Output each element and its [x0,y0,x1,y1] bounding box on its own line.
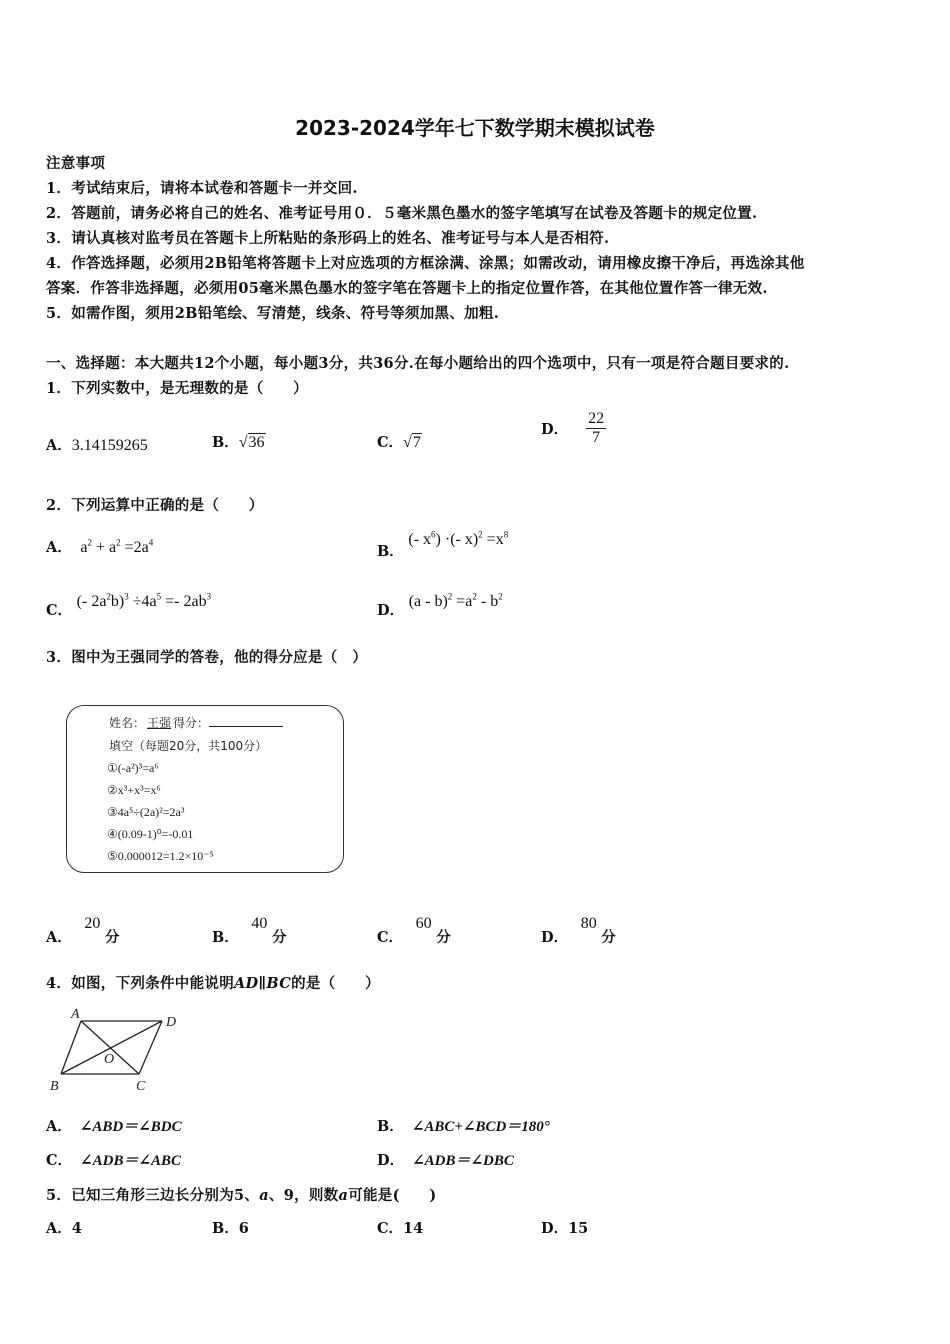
q1-option-d[interactable] [541,410,606,447]
option-label: A． [46,437,72,454]
option-label: A． [46,1118,72,1135]
question-5-stem: 5．已知三角形三边长分别为5、a、9，则数a可能是( ) [46,1187,437,1204]
option-label: C． [46,1152,73,1169]
question-4-stem: 4．如图，下列条件中能说明AD∥BC的是（ ） [46,975,380,992]
page-title: 2023-2024学年七下数学期末模拟试卷 [295,116,655,140]
point-label-o: O [104,1052,115,1067]
option-label: D． [377,602,405,619]
q2-option-d[interactable] [377,590,503,619]
math-expression: (- $2a^2b)^3 \div 4a^5 =- 2ab^3$ [76,591,212,610]
point-label-a: A [71,1007,80,1022]
notice-item: 5．如需作图，须用2B铅笔绘、写清楚，线条、符号等须加黑、加粗. [46,305,500,322]
notice-item: 3．请认真核对监考员在答题卡上所粘贴的条形码上的姓名、准考证号与本人是否相符. [46,230,610,247]
question-3-stem: 3．图中为王强同学的答卷，他的得分应是（ ） [46,649,368,666]
card-answer-1: ①(-a²)³=a⁶ [107,761,159,775]
math-expression: $a^2 + a^2 =2a^4$ [80,537,154,556]
notice-item: 4．作答选择题，必须用2B铅笔将答题卡上对应选项的方框涂满、涂黑；如需改动，请用橡皮擦干净后，再选涂其他 [46,255,805,272]
notice-item: 答案．作答非选择题，必须用05毫米黑色墨水的签字笔在答题卡上的指定位置作答，在其他位置作答一律无效. [46,280,768,297]
student-name: 王强 [147,716,172,730]
option-label: A． [46,929,72,946]
q5-option-b[interactable]: B．6 [212,1220,249,1237]
math-expression: $(a - b)^2 =a^2 - b^2$ [408,591,503,610]
card-answer-3: ③4a⁵÷(2a)²=2a³ [107,805,185,819]
question-2-stem: 2．下列运算中正确的是（ ） [46,497,264,514]
option-label: B． [377,543,404,560]
q5-option-d[interactable]: D．15 [541,1220,589,1237]
q5-option-c[interactable]: C．14 [377,1220,424,1237]
option-label: C． [46,602,73,619]
q3-option-a[interactable]: A． 20 分 [46,915,120,946]
option-label: C． [377,929,404,946]
card-answer-2: ②x³+x³=x⁶ [107,783,161,797]
fraction: $\frac{22}{7}$ [588,410,605,446]
card-answer-5: ⑤0.000012=1.2×10⁻⁵ [107,849,214,863]
q1-option-c[interactable] [377,431,422,452]
q1-option-b[interactable] [212,431,266,452]
option-label: D． [377,1152,405,1169]
point-label-d: D [166,1015,177,1030]
answer-sheet-figure [66,705,344,873]
option-label: D． [541,1220,569,1237]
q2-option-a[interactable] [46,536,153,557]
q2-option-c[interactable] [46,590,212,619]
sqrt-expression: √7 [403,434,421,451]
notice-heading: 注意事项 [46,155,106,172]
section-heading: 一、选择题：本大题共12个小题，每小题3分，共36分.在每小题给出的四个选项中，只有一项是符合题目要求的. [46,355,790,372]
option-value: 3.14159265 [71,437,148,454]
notice-item: 2．答题前，请务必将自己的姓名、准考证号用０．５毫米黑色墨水的签字笔填写在试卷及答题卡的规定位置. [46,205,758,222]
option-label: A． [46,1220,72,1237]
option-label: D． [541,421,569,438]
card-fill-title: 填空（每题20分，共100分） [109,739,268,753]
q4-option-c[interactable]: C． ∠ADB＝∠ABC [46,1152,182,1169]
q3-option-b[interactable]: B． 40 分 [212,915,287,946]
option-label: A． [46,539,72,556]
q5-option-a[interactable]: A．4 [46,1220,82,1237]
point-label-b: B [50,1079,59,1094]
question-1-stem: 1．下列实数中，是无理数的是（ ） [46,380,308,397]
option-label: C． [377,434,404,451]
q4-option-d[interactable]: D． ∠ADB＝∠DBC [377,1152,514,1169]
sqrt-expression: √36 [238,434,265,451]
option-label: B． [377,1118,404,1135]
q3-option-d[interactable]: D． 80 分 [541,915,616,946]
card-name-line: 姓名： 王强 得分： [109,714,283,731]
q1-option-a[interactable] [46,434,148,455]
q3-option-c[interactable]: C． 60 分 [377,915,451,946]
option-label: C． [377,1220,404,1237]
option-label: D． [541,929,569,946]
option-label: B． [212,929,239,946]
q4-option-a[interactable]: A． ∠ABD＝∠BDC [46,1118,182,1135]
parallelogram-figure [44,1004,194,1096]
point-label-c: C [136,1079,146,1094]
option-label: B． [212,434,239,451]
q2-option-b[interactable] [377,528,509,560]
math-expression: (- $x^6$) ·(- $x)^2 =x^8$ [408,529,509,548]
notice-item: 1．考试结束后，请将本试卷和答题卡一并交回. [46,180,358,197]
option-label: B． [212,1220,239,1237]
q4-option-b[interactable]: B． ∠ABC+∠BCD＝180° [377,1118,550,1135]
card-answer-4: ④(0.09-1)⁰=-0.01 [107,827,194,841]
